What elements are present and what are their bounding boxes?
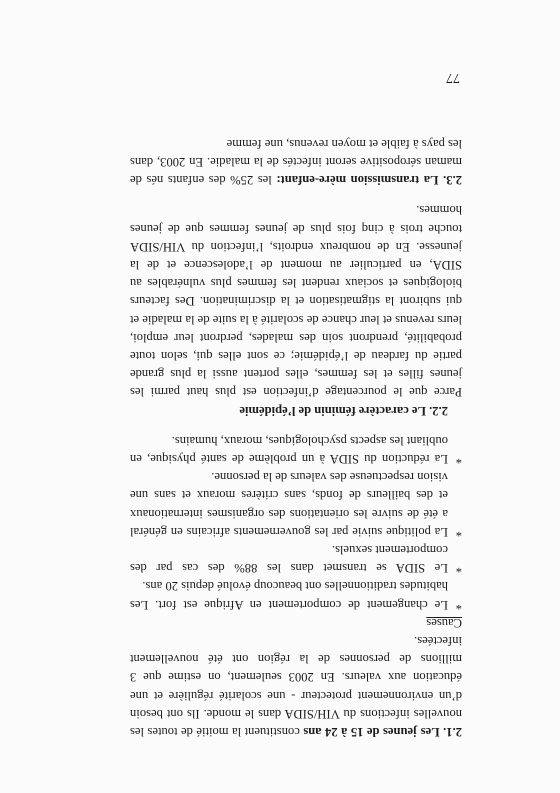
bullet-asterisk: * xyxy=(455,597,462,612)
list-item xyxy=(130,577,462,613)
list-item xyxy=(130,432,462,468)
section-2-2-title: 2.2. Le caractère féminin de l’épidémie xyxy=(239,403,448,418)
bullet-asterisk: * xyxy=(455,451,462,466)
list-item-text: Le SIDA se transmet dans les 88% des cas par des comportement sexuels. xyxy=(130,542,448,576)
section-2-3-paragraph xyxy=(130,135,462,190)
section-2-1-text: constituent la moitié de toutes les nouvelles infections du VIH/SIDA dans le monde. Ils ont besoin d’un environnement protecteur - une scolarité régulière et une éducation aux valeurs. En 2003 seulement, on estime que 3 millions de personnes de la région ont été nouvellement infectées. xyxy=(130,633,462,739)
list-item-text: La politique suivie par les gouvernements africains en général a été de suivre les orientations des organismes internationaux et des bailleurs de fonds, sans critères moraux et sans une vision respectueuse des valeurs de la personne. xyxy=(130,470,448,539)
list-item xyxy=(130,541,462,577)
spacer xyxy=(130,189,462,201)
list-item-text: Le changement de comportement en Afrique est fort. Les habitudes traditionnelles ont beaucoup évolué depuis 20 ans. xyxy=(130,579,448,612)
page-number: 77 xyxy=(446,70,460,85)
page-body xyxy=(130,135,462,742)
bleed-through-text xyxy=(128,775,468,793)
list-item xyxy=(130,468,462,541)
spacer xyxy=(130,420,462,432)
causes-list xyxy=(130,432,462,614)
section-2-3-text: les 25% des enfants nés de maman séropositive seront infectés de la maladie. En 2003, dans les pays à faible et moyen revenus, une femme xyxy=(129,136,462,188)
section-2-3-title: 2.3. La transmission mère-enfant: xyxy=(276,173,462,188)
section-2-2-paragraph: Parce que le pourcentage d’infection est plus haut parmi les jeunes filles et les femmes, elles portent aussi la plus grande partie du fardeau de l’épidémie; ce sont elles qui, selon toute probabilité, prendront soin des malades, perdront leur emploi, leurs revenus et leur chance de scolarité à la suite de la maladie et qui subiront la stigmatisation et la discrimination. Des facteurs biologiques et sociaux rendent les femmes plus vulnérables au SIDA, en particulier au moment de l’adolescence et de la jeunesse. En de nombreux endroits, l’infection du VIH/SIDA touche trois à cinq fois plus de jeunes femmes que de jeunes hommes. xyxy=(130,203,462,400)
causes-heading: Causes xyxy=(426,615,462,630)
bullet-asterisk: * xyxy=(455,561,462,576)
section-2-1-title: 2.1. Les jeunes de 15 à 24 ans xyxy=(303,725,462,739)
list-item-text: La réduction du SIDA à un problème de santé physique, en oubliant les aspects psychologiques, moraux, humains. xyxy=(130,433,448,466)
section-2-1-paragraph xyxy=(130,632,462,741)
bullet-asterisk: * xyxy=(455,524,462,539)
